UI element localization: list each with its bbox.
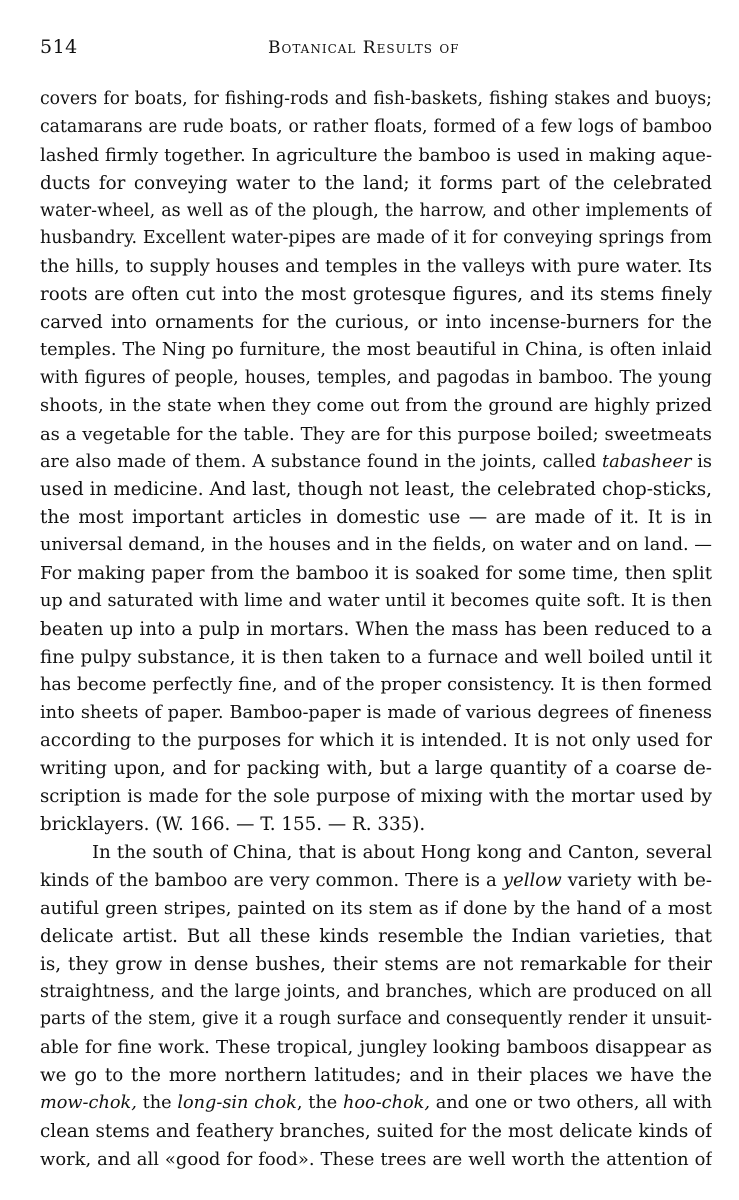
text-line: parts of the stem, give it a rough surface and consequently render it unsuit-	[40, 1009, 712, 1030]
text-run: , the	[296, 1093, 344, 1114]
text-line: is, they grow in dense bushes, their stems are not remarkable for their	[40, 953, 712, 975]
page-number: 514	[40, 36, 78, 58]
text-run: and one or two others, all with	[429, 1093, 712, 1114]
text-line: bricklayers. (W. 166. — T. 155. — R. 335).	[40, 814, 426, 836]
text-line: For making paper from the bamboo it is soaked for some time, then split	[40, 563, 712, 585]
text-line: lashed firmly together. In agriculture the bamboo is used in making aque-	[40, 144, 712, 166]
text-line: able for fine work. These tropical, jungley looking bamboos disappear as	[40, 1037, 712, 1059]
text-line: temples. The Ning po furniture, the most beautiful in China, is often inlaid	[40, 340, 712, 361]
text-line: scription is made for the sole purpose of mixing with the mortar used by	[40, 786, 712, 808]
text-line	[40, 1090, 712, 1118]
text-line: water-wheel, as well as of the plough, the harrow, and other implements of	[40, 200, 712, 221]
text-line: we go to the more northern latitudes; and in their places we have the	[40, 1065, 712, 1087]
body-text	[40, 86, 712, 1174]
text-line: writing upon, and for packing with, but a large quantity of a coarse de-	[40, 758, 712, 780]
text-run: is	[691, 451, 712, 472]
text-run: the	[136, 1093, 178, 1114]
text-line: shoots, in the state when they come out from the ground are highly prized	[40, 395, 712, 416]
text-line: up and saturated with lime and water until it becomes quite soft. It is then	[40, 591, 712, 612]
italic-term: long-sin chok	[177, 1093, 297, 1114]
text-line: universal demand, in the houses and in the fields, on water and on land. —	[40, 535, 712, 556]
text-line: clean stems and feathery branches, suited for the most delicate kinds of	[40, 1120, 712, 1142]
text-line: according to the purposes for which it is intended. It is not only used for	[40, 730, 712, 752]
text-line: the hills, to supply houses and temples in the valleys with pure water. Its	[40, 256, 712, 278]
text-run: are also made of them. A substance found in the joints, called	[40, 451, 603, 472]
text-run: variety with be-	[561, 869, 712, 891]
text-line: roots are often cut into the most grotesque figures, and its stems finely	[40, 284, 712, 306]
text-line: autiful green stripes, painted on its stem as if done by the hand of a most	[40, 897, 712, 919]
text-run: kinds of the bamboo are very common. There is a	[40, 869, 503, 891]
text-line: used in medicine. And last, though not least, the celebrated chop-sticks,	[40, 479, 712, 501]
text-line	[40, 449, 712, 477]
text-line: covers for boats, for fishing-rods and fish-baskets, fishing stakes and buoys;	[40, 89, 712, 109]
italic-term: tabasheer	[602, 451, 692, 472]
text-line: delicate artist. But all these kinds resemble the Indian varieties, that	[40, 925, 712, 947]
text-line: with figures of people, houses, temples, and pagodas in bamboo. The young	[40, 367, 712, 388]
text-line: the most important articles in domestic use — are made of it. It is in	[40, 507, 712, 529]
text-line: straightness, and the large joints, and branches, which are produced on all	[40, 981, 712, 1002]
text-line	[40, 867, 712, 895]
text-line: has become perfectly fine, and of the proper consistency. It is then formed	[40, 674, 712, 695]
text-line: In the south of China, that is about Hong kong and Canton, several	[92, 842, 712, 864]
text-line: husbandry. Excellent water-pipes are made of it for conveying springs from	[40, 228, 712, 249]
text-line: into sheets of paper. Bamboo-paper is made of various degrees of fineness	[40, 702, 712, 723]
text-line: work, and all «good for food». These trees are well worth the attention of	[40, 1148, 712, 1170]
text-line: ducts for conveying water to the land; it forms part of the celebrated	[40, 172, 712, 194]
italic-term: hoo-chok,	[343, 1093, 430, 1114]
text-line: as a vegetable for the table. They are for this purpose boiled; sweetmeats	[40, 423, 712, 445]
text-line: beaten up into a pulp in mortars. When the mass has been reduced to a	[40, 618, 712, 640]
text-line: fine pulpy substance, it is then taken to a furnace and well boiled until it	[40, 646, 712, 668]
running-head: Botanical Results of	[268, 38, 460, 58]
page-header	[40, 36, 712, 66]
text-line: carved into ornaments for the curious, or into incense-burners for the	[40, 312, 712, 334]
italic-term: yellow	[502, 869, 562, 891]
text-line: catamarans are rude boats, or rather floats, formed of a few logs of bamboo	[40, 116, 712, 137]
italic-term: mow-chok,	[40, 1093, 137, 1114]
